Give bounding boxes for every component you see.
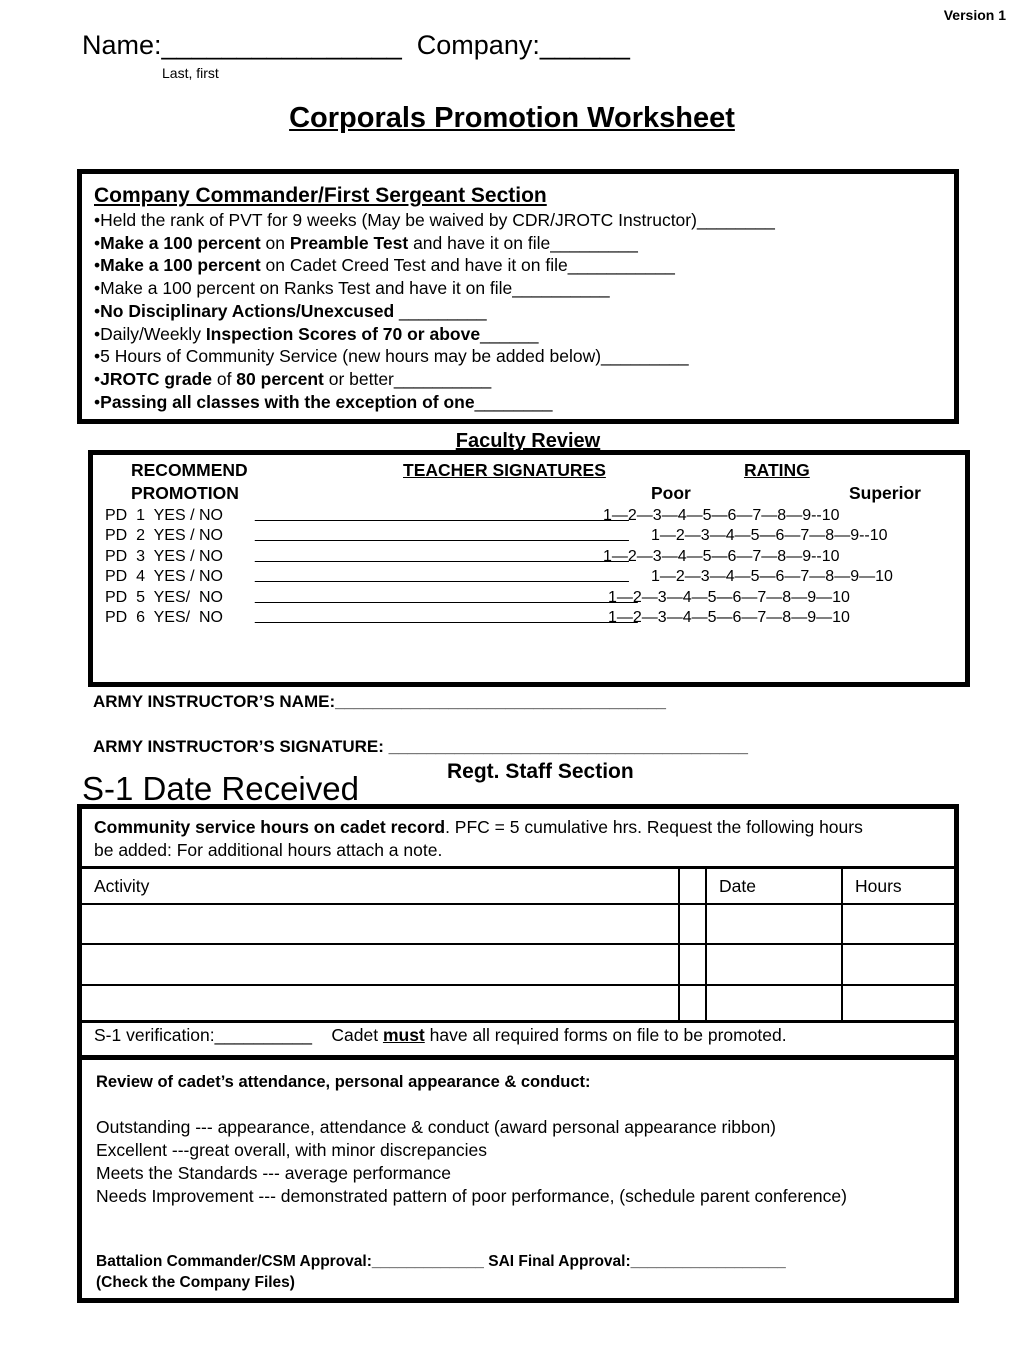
period-yes-no[interactable]: PD 2 YES / NO xyxy=(105,527,223,544)
community-service-box xyxy=(77,804,959,1060)
review-needs-improvement: Needs Improvement --- demonstrated pattern of poor performance, (schedule parent conference) xyxy=(96,1186,847,1206)
name-company-field[interactable]: Name:________________ Company:______ xyxy=(82,30,630,60)
criterion-text: No Disciplinary Actions/Unexcused xyxy=(100,300,395,321)
criterion-text: • xyxy=(94,368,101,389)
review-meets-standards: Meets the Standards --- average performance xyxy=(96,1163,452,1183)
col-divider xyxy=(705,866,707,1022)
divider xyxy=(82,1020,954,1023)
criterion-text: •Make a 100 percent on Ranks Test and have it on file__________ xyxy=(94,278,610,299)
criterion-text: of xyxy=(211,368,237,389)
s1-verification xyxy=(94,1025,787,1046)
col-hours: Hours xyxy=(855,876,902,896)
criteria-list xyxy=(94,209,954,413)
criterion-item xyxy=(94,368,954,391)
community-intro-line2: be added: For additional hours attach a note. xyxy=(94,840,443,860)
criterion-item xyxy=(94,300,954,323)
col-promotion: PROMOTION xyxy=(131,483,239,503)
s1-verification-field[interactable]: S-1 verification:__________ Cadet xyxy=(94,1025,383,1045)
criterion-text: Passing all classes with the exception of one xyxy=(100,391,475,412)
version-label: Version 1 xyxy=(943,7,1006,23)
teacher-signature-line[interactable]: ___________________________________________ xyxy=(255,587,638,604)
criterion-text: or better__________ xyxy=(323,368,492,389)
rating-scale[interactable]: 1—2—3—4—5—6—7—8—9--10 xyxy=(651,527,888,544)
divider xyxy=(82,866,954,869)
criterion-text: Make a 100 percent xyxy=(100,255,261,276)
period-yes-no[interactable]: PD 4 YES / NO xyxy=(105,568,223,585)
col-divider xyxy=(678,866,680,1022)
criterion-text: • xyxy=(94,391,101,412)
community-intro xyxy=(94,817,863,838)
page-title: Corporals Promotion Worksheet xyxy=(289,102,735,134)
criterion-text: JROTC grade xyxy=(100,368,212,389)
criterion-text: and have it on file_________ xyxy=(408,232,638,253)
criterion-text: Make a 100 percent xyxy=(100,232,261,253)
must-text: must xyxy=(382,1025,425,1045)
criterion-text: •Daily/Weekly xyxy=(94,323,206,344)
col-teacher-signatures: TEACHER SIGNATURES xyxy=(403,460,606,480)
criterion-item xyxy=(94,323,954,346)
teacher-signature-line[interactable]: __________________________________________ xyxy=(255,525,629,542)
verification-rest: have all required forms on file to be promoted. xyxy=(424,1025,787,1045)
review-excellent: Excellent ---great overall, with minor discrepancies xyxy=(96,1140,487,1160)
community-intro-bold: Community service hours on cadet record xyxy=(94,817,446,837)
teacher-signature-line[interactable]: __________________________________________ xyxy=(255,546,629,563)
rating-scale[interactable]: 1—2—3—4—5—6—7—8—9—10 xyxy=(608,589,850,606)
rating-scale[interactable]: 1—2—3—4—5—6—7—8—9—10 xyxy=(651,568,893,585)
community-intro-rest: . PFC = 5 cumulative hrs. Request the following hours xyxy=(445,817,863,837)
col-divider xyxy=(841,866,843,1022)
review-box xyxy=(77,1055,959,1303)
criterion-text: • xyxy=(94,232,101,253)
divider xyxy=(82,984,954,986)
criterion-item xyxy=(94,209,954,232)
s1-date-received: S-1 Date Received xyxy=(82,770,359,807)
criterion-text: ______ xyxy=(480,323,539,344)
rating-superior-label: Superior xyxy=(849,483,921,503)
criterion-text: • xyxy=(94,300,101,321)
rating-scale[interactable]: 1—2—3—4—5—6—7—8—9--10 xyxy=(603,507,840,524)
criterion-text: Inspection Scores of 70 or above xyxy=(205,323,481,344)
cdr-section xyxy=(77,169,959,424)
col-recommend: RECOMMEND xyxy=(131,460,248,480)
criterion-item xyxy=(94,345,954,368)
col-date: Date xyxy=(719,876,756,896)
period-yes-no[interactable]: PD 5 YES/ NO xyxy=(105,589,223,606)
criterion-text: on Cadet Creed Test and have it on file___________ xyxy=(260,255,675,276)
review-outstanding: Outstanding --- appearance, attendance & conduct (award personal appearance ribbon) xyxy=(96,1117,777,1137)
col-activity: Activity xyxy=(94,876,150,896)
criterion-text: •Held the rank of PVT for 9 weeks (May be waived by CDR/JROTC Instructor)________ xyxy=(94,210,775,230)
criterion-item xyxy=(94,232,954,255)
rating-poor-label: Poor xyxy=(651,483,691,503)
period-yes-no[interactable]: PD 6 YES/ NO xyxy=(105,609,223,626)
faculty-review-title: Faculty Review xyxy=(455,430,601,452)
criterion-text: Preamble Test xyxy=(289,232,409,253)
criterion-text: ________ xyxy=(474,391,553,412)
teacher-signature-line[interactable]: __________________________________________ xyxy=(255,505,629,522)
criterion-text: on xyxy=(260,232,290,253)
period-yes-no[interactable]: PD 1 YES / NO xyxy=(105,507,223,524)
rating-scale[interactable]: 1—2—3—4—5—6—7—8—9—10 xyxy=(608,609,850,626)
divider xyxy=(82,943,954,945)
criterion-text: • xyxy=(94,255,101,276)
teacher-signature-line[interactable]: ___________________________________________ xyxy=(255,607,638,624)
criterion-text: _________ xyxy=(394,300,487,321)
col-rating: RATING xyxy=(744,460,810,480)
army-instructor-name-field[interactable]: ARMY INSTRUCTOR’S NAME:___________________________________ xyxy=(93,692,667,711)
criterion-text: 80 percent xyxy=(236,368,324,389)
criterion-item xyxy=(94,391,954,414)
divider xyxy=(82,903,954,905)
regt-staff-title: Regt. Staff Section xyxy=(447,760,634,783)
check-company-files: (Check the Company Files) xyxy=(96,1274,295,1291)
period-yes-no[interactable]: PD 3 YES / NO xyxy=(105,548,223,565)
rating-scale[interactable]: 1—2—3—4—5—6—7—8—9--10 xyxy=(603,548,840,565)
teacher-signature-line[interactable]: __________________________________________ xyxy=(255,566,629,583)
approval-line[interactable]: Battalion Commander/CSM Approval:_____________ SAI Final Approval:__________________ xyxy=(96,1253,786,1270)
cdr-heading: Company Commander/First Sergeant Section xyxy=(94,184,547,207)
criterion-text: •5 Hours of Community Service (new hours may be added below)_________ xyxy=(94,346,689,367)
review-heading: Review of cadet’s attendance, personal appearance & conduct: xyxy=(96,1073,591,1091)
army-instructor-signature-field[interactable]: ARMY INSTRUCTOR’S SIGNATURE: ______________________________________ xyxy=(93,737,748,756)
criterion-item xyxy=(94,277,954,300)
name-hint: Last, first xyxy=(162,65,219,81)
criterion-item xyxy=(94,254,954,277)
